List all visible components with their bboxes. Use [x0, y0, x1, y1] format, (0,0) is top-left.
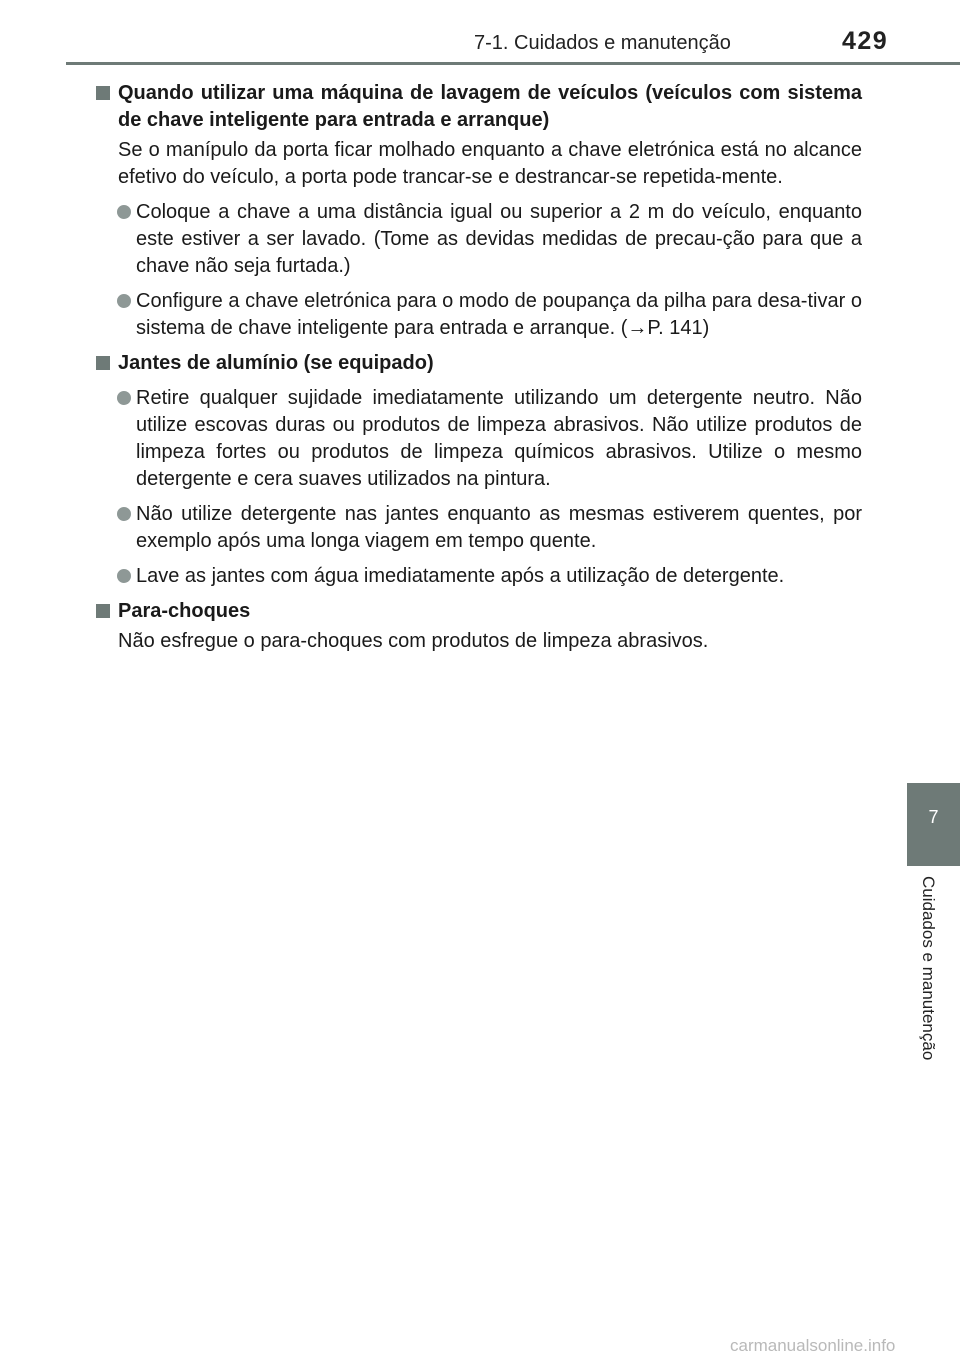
- list-item-text: Lave as jantes com água imediatamente após a utilização de detergente.: [136, 565, 785, 587]
- heading-car-wash: [96, 80, 862, 134]
- round-bullet-icon: [117, 391, 131, 405]
- section-title: 7-1. Cuidados e manutenção: [474, 32, 731, 54]
- round-bullet-icon: [117, 294, 131, 308]
- square-bullet-icon: [96, 356, 110, 370]
- square-bullet-icon: [96, 86, 110, 100]
- chapter-label: Cuidados e manutenção: [919, 876, 938, 1061]
- header-rule: [66, 62, 960, 65]
- square-bullet-icon: [96, 604, 110, 618]
- list-item: [96, 501, 862, 555]
- list-item-text: Coloque a chave a uma distância igual ou superior a 2 m do veículo, enquanto este estiver a ser lavado. (Tome as devidas medidas de precau-ção para que a chave não seja furtada.): [136, 201, 862, 277]
- chapter-tab: [907, 783, 960, 866]
- car-wash-paragraph: Se o manípulo da porta ficar molhado enquanto a chave eletrónica está no alcance efetivo do veículo, a porta pode trancar-se e destrancar-se repetida-mente.: [118, 139, 862, 188]
- heading-text: Quando utilizar uma máquina de lavagem de veículos (veículos com sistema de chave inteligente para entrada e arranque): [118, 82, 862, 131]
- heading-text: Para-choques: [118, 600, 251, 622]
- heading-bumpers: [96, 598, 862, 625]
- list-item-text: Não utilize detergente nas jantes enquanto as mesmas estiverem quentes, por exemplo após uma longa viagem em tempo quente.: [136, 503, 862, 552]
- bumpers-paragraph: Não esfregue o para-choques com produtos de limpeza abrasivos.: [118, 630, 709, 652]
- list-item: [96, 288, 862, 342]
- watermark: carmanualsonline.info: [730, 1336, 896, 1355]
- chapter-number: 7: [928, 807, 939, 827]
- list-item: [96, 199, 862, 280]
- list-item-text: Configure a chave eletrónica para o modo de poupança da pilha para desa-tivar o sistema de chave inteligente para entrada e arranque. (→P. 141): [136, 290, 862, 339]
- heading-wheels: [96, 350, 862, 377]
- page-header: [0, 0, 960, 62]
- round-bullet-icon: [117, 205, 131, 219]
- round-bullet-icon: [117, 507, 131, 521]
- page-content: [96, 77, 862, 655]
- list-item-text: Retire qualquer sujidade imediatamente utilizando um detergente neutro. Não utilize escovas duras ou produtos de limpeza abrasivos. Não utilize produtos de limpeza fortes ou produtos de limpeza químicos abrasivos. Utilize o mesmo detergente e cera suaves utilizados na pintura.: [136, 387, 862, 490]
- page-number: 429: [842, 27, 889, 55]
- list-item: [96, 385, 862, 493]
- round-bullet-icon: [117, 569, 131, 583]
- heading-text: Jantes de alumínio (se equipado): [118, 352, 434, 374]
- list-item: [96, 563, 862, 590]
